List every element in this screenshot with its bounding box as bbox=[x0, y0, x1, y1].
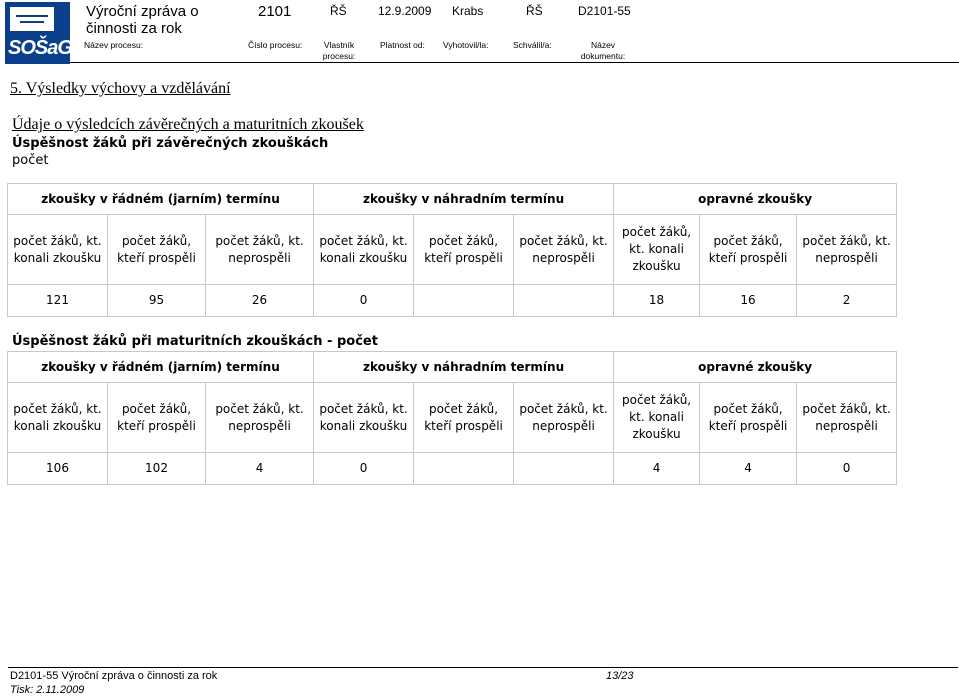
column-header: počet žáků, kteří prospěli bbox=[414, 215, 514, 285]
school-logo bbox=[5, 2, 70, 64]
column-header: počet žáků, kt. neprospěli bbox=[514, 215, 614, 285]
column-header: počet žáků, kt. konali zkoušku bbox=[614, 383, 700, 453]
value-cell: 18 bbox=[614, 285, 700, 317]
table-row bbox=[8, 285, 897, 317]
value-cell bbox=[514, 285, 614, 317]
document-title: Výroční zpráva o činnosti za rok bbox=[86, 3, 199, 37]
value-cell: 0 bbox=[314, 285, 414, 317]
column-header: počet žáků, kteří prospěli bbox=[414, 383, 514, 453]
final-exams-title: Úspěšnost žáků při závěrečných zkouškách bbox=[12, 136, 329, 151]
label-process-name: Název procesu: bbox=[84, 40, 144, 50]
footer-page-number: 13/23 bbox=[606, 670, 634, 682]
value-cell: 4 bbox=[700, 453, 797, 485]
approved-by: ŘŠ bbox=[526, 4, 543, 18]
header-divider bbox=[70, 62, 959, 63]
column-header: počet žáků, kt. konali zkoušku bbox=[314, 383, 414, 453]
value-cell: 26 bbox=[206, 285, 314, 317]
value-cell: 4 bbox=[206, 453, 314, 485]
label-approved: Schválil/a: bbox=[513, 40, 552, 50]
valid-from: 12.9.2009 bbox=[378, 4, 432, 18]
column-header: počet žáků, kt. neprospěli bbox=[797, 383, 897, 453]
group-header: zkoušky v řádném (jarním) termínu bbox=[8, 184, 314, 215]
column-header: počet žáků, kt. konali zkoušku bbox=[314, 215, 414, 285]
document-header bbox=[0, 0, 959, 63]
process-owner: ŘŠ bbox=[330, 4, 347, 18]
value-cell: 16 bbox=[700, 285, 797, 317]
section-heading: 5. Výsledky výchovy a vzdělávání bbox=[10, 80, 231, 97]
label-document-name: Název dokumentu: bbox=[580, 40, 626, 61]
value-cell bbox=[514, 453, 614, 485]
section-subheading: Údaje o výsledcích závěrečných a maturitních zkoušek bbox=[12, 116, 364, 133]
column-header: počet žáků, kt. neprospěli bbox=[206, 215, 314, 285]
value-cell: 0 bbox=[314, 453, 414, 485]
group-header: zkoušky v náhradním termínu bbox=[314, 184, 614, 215]
column-header: počet žáků, kteří prospěli bbox=[700, 215, 797, 285]
logo-emblem-icon bbox=[10, 7, 54, 31]
value-cell bbox=[414, 285, 514, 317]
value-cell: 102 bbox=[108, 453, 206, 485]
group-header: zkoušky v náhradním termínu bbox=[314, 352, 614, 383]
label-owner: Vlastník procesu: bbox=[322, 40, 356, 61]
column-header: počet žáků, kteří prospěli bbox=[700, 383, 797, 453]
value-cell bbox=[414, 453, 514, 485]
column-header: počet žáků, kt. neprospěli bbox=[514, 383, 614, 453]
table-row bbox=[8, 453, 897, 485]
footer-divider bbox=[8, 667, 958, 668]
value-cell: 121 bbox=[8, 285, 108, 317]
document-code: D2101-55 bbox=[578, 4, 631, 18]
label-valid-from: Platnost od: bbox=[380, 40, 425, 50]
column-header: počet žáků, kt. neprospěli bbox=[206, 383, 314, 453]
table-group-row bbox=[8, 352, 897, 383]
group-header: zkoušky v řádném (jarním) termínu bbox=[8, 352, 314, 383]
column-header: počet žáků, kteří prospěli bbox=[108, 215, 206, 285]
column-header: počet žáků, kt. neprospěli bbox=[797, 215, 897, 285]
table-group-row bbox=[8, 184, 897, 215]
value-cell: 95 bbox=[108, 285, 206, 317]
column-header: počet žáků, kt. konali zkoušku bbox=[614, 215, 700, 285]
column-header: počet žáků, kteří prospěli bbox=[108, 383, 206, 453]
value-cell: 2 bbox=[797, 285, 897, 317]
prepared-by: Krabs bbox=[452, 4, 484, 18]
column-header: počet žáků, kt. konali zkoušku bbox=[8, 383, 108, 453]
matura-exams-table bbox=[7, 351, 897, 485]
final-exams-table bbox=[7, 183, 897, 317]
footer-document: D2101-55 Výroční zpráva o činnosti za rok bbox=[10, 670, 218, 682]
group-header: opravné zkoušky bbox=[614, 184, 897, 215]
value-cell: 4 bbox=[614, 453, 700, 485]
logo-text: SOŠaG bbox=[8, 37, 72, 59]
group-header: opravné zkoušky bbox=[614, 352, 897, 383]
matura-exams-title: Úspěšnost žáků při maturitních zkouškách - počet bbox=[12, 334, 378, 349]
table-column-row bbox=[8, 383, 897, 453]
table-column-row bbox=[8, 215, 897, 285]
label-prepared: Vyhotovil/la: bbox=[443, 40, 489, 50]
value-cell: 0 bbox=[797, 453, 897, 485]
process-code: 2101 bbox=[258, 3, 292, 20]
label-process-number: Číslo procesu: bbox=[248, 40, 303, 50]
value-cell: 106 bbox=[8, 453, 108, 485]
footer-print-date: Tisk: 2.11.2009 bbox=[10, 684, 85, 696]
column-header: počet žáků, kt. konali zkoušku bbox=[8, 215, 108, 285]
final-exams-subtitle: počet bbox=[12, 153, 49, 168]
